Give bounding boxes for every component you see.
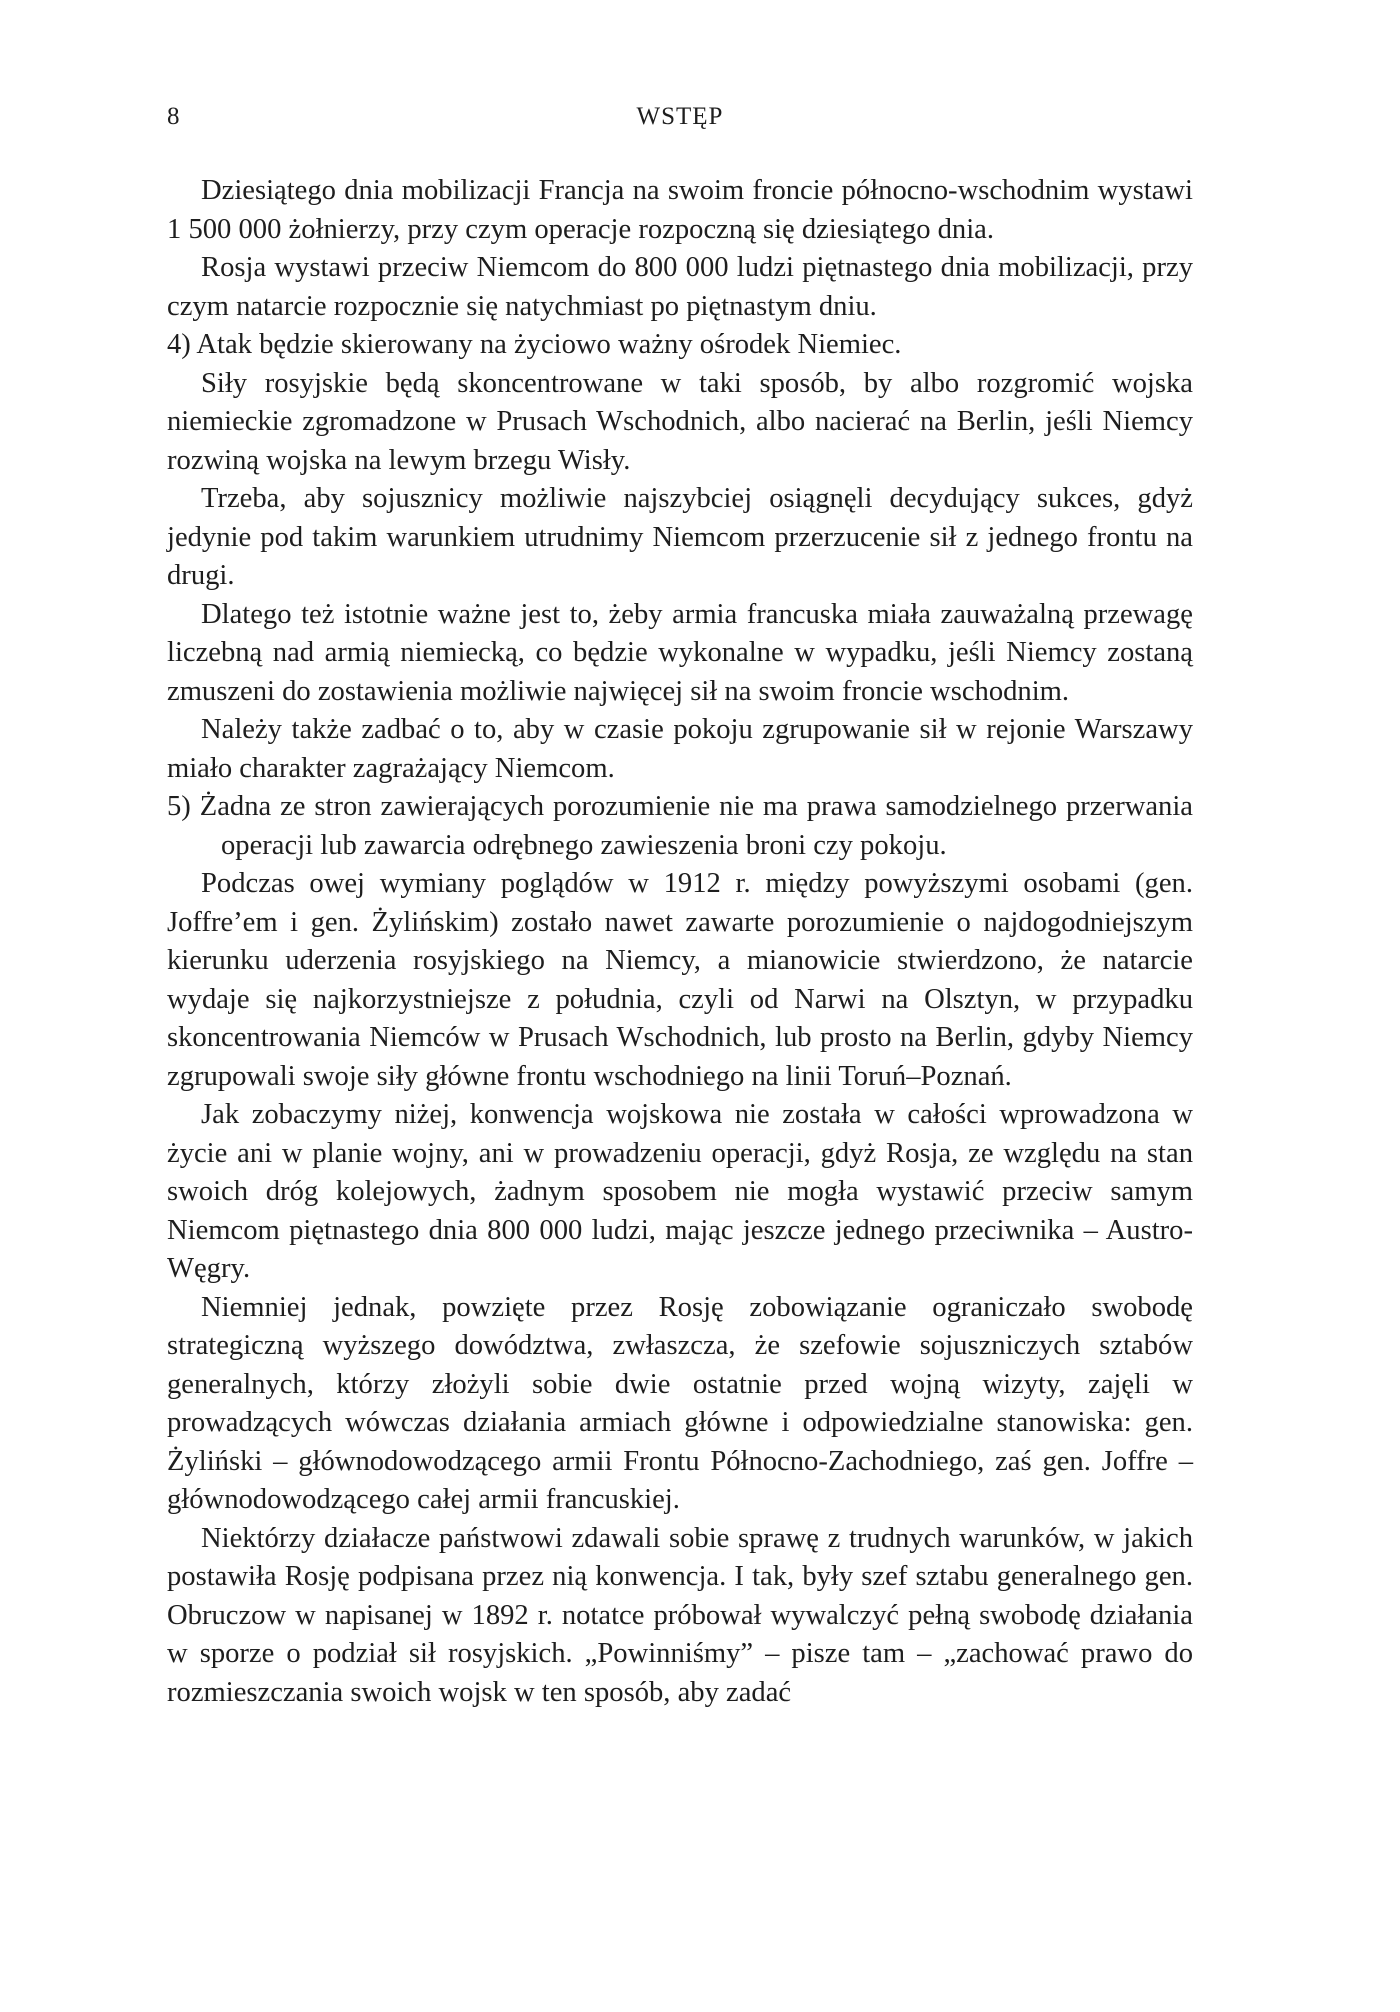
- paragraph: Rosja wystawi przeciw Niemcom do 800 000 ludzi piętnastego dnia mobilizacji, przy czym natarcie rozpocznie się natychmiast po piętnastym dniu.: [167, 252, 1193, 322]
- paragraph: Trzeba, aby sojusznicy możliwie najszybciej osiągnęli decydujący sukces, gdyż jedynie pod takim warunkiem utrudnimy Niemcom przerzucenie sił z jednego frontu na drugi.: [167, 483, 1193, 591]
- paragraph: Dziesiątego dnia mobilizacji Francja na swoim froncie północno-wschodnim wystawi 1 500 000 żołnierzy, przy czym operacje rozpoczną się dziesiątego dnia.: [167, 175, 1193, 245]
- paragraph: Niemniej jednak, powzięte przez Rosję zobowiązanie ograniczało swobodę strategiczną wyższego dowództwa, zwłaszcza, że szefowie sojuszniczych sztabów generalnych, którzy złożyli sobie dwie ostatnie przed wojną wizyty, zajęli w prowadzących wówczas działania armiach główne i odpowiedzialne stanowiska: gen. Żyliński – głównodowodzącego armii Frontu Północno-Zachodniego, zaś gen. Joffre – głównodowodzącego całej armii francuskiej.: [167, 1291, 1193, 1515]
- paragraph: Należy także zadbać o to, aby w czasie pokoju zgrupowanie sił w rejonie Warszawy miało charakter zagrażający Niemcom.: [167, 714, 1193, 784]
- paragraph: Jak zobaczymy niżej, konwencja wojskowa nie została w całości wprowadzona w życie ani w planie wojny, ani w prowadzeniu operacji, gdyż Rosja, ze względu na stan swoich dróg kolejowych, żadnym sposobem nie mogła wystawić przeciw samym Niemcom piętnastego dnia 800 000 ludzi, mając jeszcze jednego przeciwnika – Austro-Węgry.: [167, 1099, 1193, 1284]
- numbered-item: 4) Atak będzie skierowany na życiowo ważny ośrodek Niemiec.: [167, 329, 902, 360]
- running-head: [167, 100, 1193, 134]
- paragraph: Podczas owej wymiany poglądów w 1912 r. między powyższymi osobami (gen. Joffre’em i gen. Żylińskim) zostało nawet zawarte porozumienie o najdogodniejszym kierunku uderzenia rosyjskiego na Niemcy, a mianowicie stwierdzono, że natarcie wydaje się najkorzystniejsze z południa, czyli od Narwi na Olsztyn, w przypadku skoncentrowania Niemców w Prusach Wschodnich, lub prosto na Berlin, gdyby Niemcy zgrupowali swoje siły główne frontu wschodniego na linii Toruń–Poznań.: [167, 868, 1193, 1092]
- page-number: 8: [167, 103, 180, 130]
- paragraph: Niektórzy działacze państwowi zdawali sobie sprawę z trudnych warunków, w jakich postawiła Rosję podpisana przez nią konwencja. I tak, były szef sztabu generalnego gen. Obruczow w napisanej w 1892 r. notatce próbował wywalczyć pełną swobodę działania w sporze o podział sił rosyjskich. „Powinniśmy” – pisze tam – „zachować prawo do rozmieszczania swoich wojsk w ten sposób, aby zadać: [167, 1522, 1193, 1708]
- numbered-item: 5) Żadna ze stron zawierających porozumienie nie ma prawa samodzielnego przerwania operacji lub zawarcia odrębnego zawieszenia broni czy pokoju.: [167, 791, 1193, 861]
- paragraph: Dlatego też istotnie ważne jest to, żeby armia francuska miała zauważalną przewagę liczebną nad armią niemiecką, co będzie wykonalne w wypadku, jeśli Niemcy zostaną zmuszeni do zostawienia możliwie najwięcej sił na swoim froncie wschodnim.: [167, 598, 1193, 707]
- book-page: [167, 0, 1193, 2012]
- paragraph: Siły rosyjskie będą skoncentrowane w taki sposób, by albo rozgromić wojska niemieckie zgromadzone w Prusach Wschodnich, albo nacierać na Berlin, jeśli Niemcy rozwiną wojska na lewym brzegu Wisły.: [167, 367, 1193, 476]
- running-title: WSTĘP: [636, 103, 724, 130]
- body-text: [167, 172, 1193, 1712]
